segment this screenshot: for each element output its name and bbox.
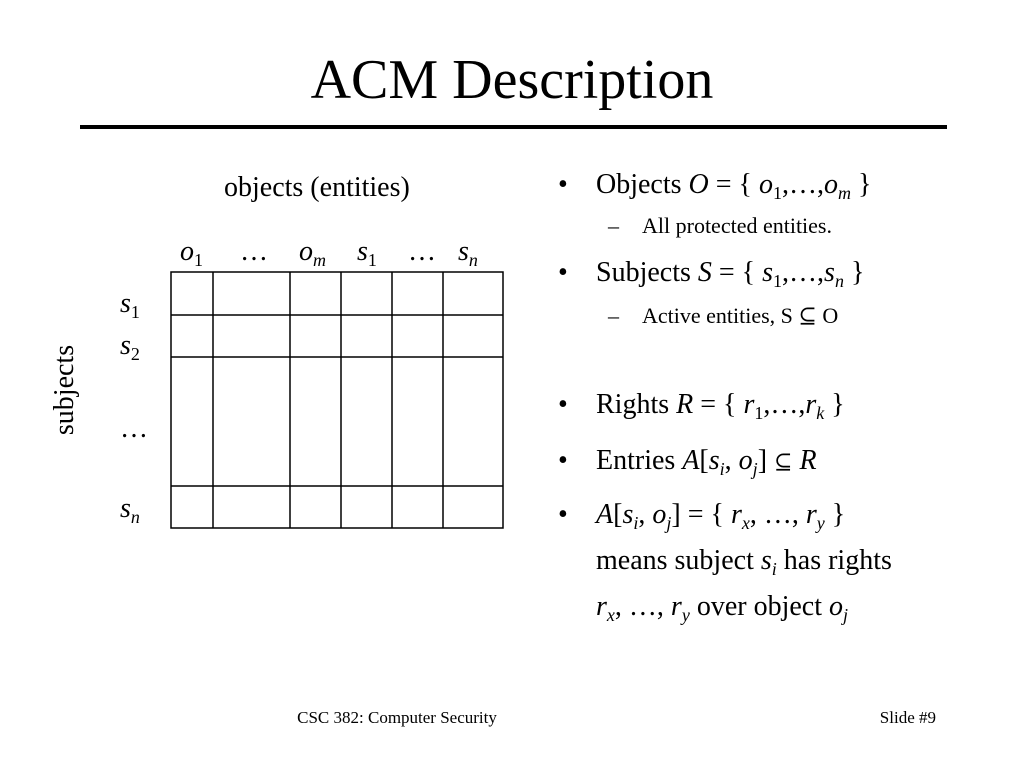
column-label: … [240, 236, 268, 267]
subset-symbol: ⊆ [774, 449, 793, 474]
subjects-axis-label: subjects [49, 344, 80, 436]
subbullet-objects: – All protected entities. [608, 213, 832, 238]
slide-title: ACM Description [310, 49, 714, 111]
subbullet-subjects: – Active entities, S ⊆ O [608, 303, 839, 328]
row-label: $s_n$ [120, 493, 140, 527]
column-label: $o_1$ [180, 236, 203, 270]
row-label: … [120, 413, 148, 444]
footer-course: CSC 382: Computer Security [297, 708, 497, 727]
column-label: $o_m$ [299, 236, 326, 270]
subset-symbol: ⊆ [798, 303, 817, 328]
bullet-definition: • $A[s_i$, $o_j$] = { $r_x$, …, $r_y$ } means subject $s_i$ has rights $r_x$, …, $r_y$ over object $o_j$ [558, 499, 892, 625]
column-label: $s_1$ [357, 236, 377, 270]
column-label: $s_n$ [458, 236, 478, 270]
footer-slide-number: Slide #9 [879, 708, 936, 727]
column-label: … [408, 236, 436, 267]
bullet-objects: • Objects O = { $o_1,\dots,o_m$ } [558, 169, 872, 203]
bullet-subjects: • Subjects S = { $s_1,\dots,s_n$ } [558, 257, 865, 291]
row-label: $s_2$ [120, 330, 140, 364]
bullet-entries: • Entries $A[s_i$, $o_j$] ⊆ R [558, 445, 817, 479]
bullet-rights: • Rights R = { $r_1,\dots,r_k$ } [558, 389, 845, 423]
row-label: $s_1$ [120, 288, 140, 322]
objects-axis-label: objects (entities) [224, 172, 410, 203]
matrix-border [171, 272, 503, 528]
